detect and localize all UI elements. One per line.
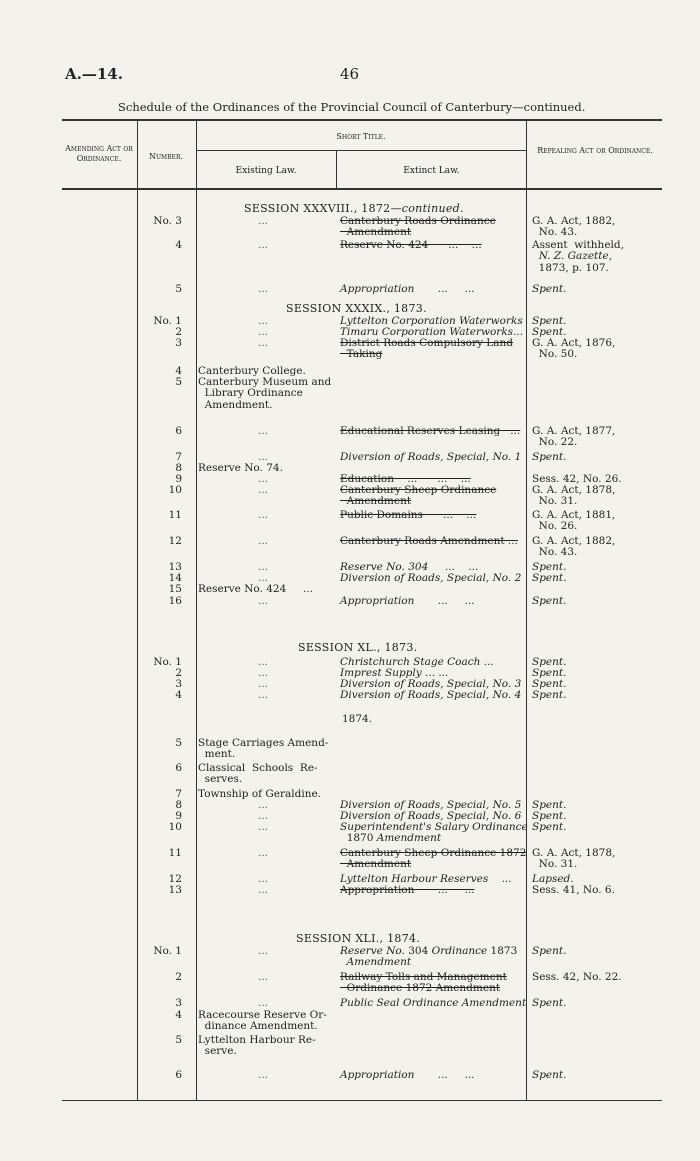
header-bottom-rule <box>62 188 662 190</box>
row-number: No. 3 <box>153 215 182 227</box>
extinct-law: Railway Tolls and Management Ordinance 1872 Amendment <box>340 971 507 995</box>
row-number: 7 <box>175 788 182 800</box>
repealing-act: Spent. <box>532 451 567 463</box>
existing-law: ... <box>258 239 269 251</box>
existing-law: Canterbury Museum and Library Ordinance Amendment. <box>198 376 332 411</box>
repealing-act: Spent. <box>532 561 567 573</box>
existing-law: ... <box>258 656 269 668</box>
document-reference: A.—14. <box>65 65 123 83</box>
extinct-law: Imprest Supply ... ... <box>340 667 449 679</box>
existing-law: ... <box>258 315 269 327</box>
extinct-law: District Roads Compulsory Land Taking <box>340 337 514 361</box>
existing-law: ... <box>258 884 269 896</box>
row-number: 2 <box>175 667 182 679</box>
existing-law: ... <box>258 667 269 679</box>
repealing-act: G. A. Act, 1882, No. 43. <box>532 215 616 239</box>
extinct-law: Diversion of Roads, Special, No. 4 <box>340 689 522 701</box>
existing-law: Stage Carriages Amend- ment. <box>198 737 329 761</box>
row-number: 9 <box>175 473 182 485</box>
col-header-existing: Existing Law. <box>235 166 297 176</box>
existing-law: ... <box>258 572 269 584</box>
row-number: 16 <box>168 595 182 607</box>
repealing-act: Spent. <box>532 945 567 957</box>
repealing-act: Spent. <box>532 572 567 584</box>
row-number: 7 <box>175 451 182 463</box>
existing-law: ... <box>258 997 269 1009</box>
existing-law: ... <box>258 451 269 463</box>
existing-law: Racecourse Reserve Or- dinance Amendment. <box>198 1009 327 1033</box>
extinct-law: Lyttelton Harbour Reserves ... <box>340 873 512 885</box>
table-top-rule <box>62 119 662 121</box>
session-heading: SESSION XL., 1873. <box>298 641 418 654</box>
row-number: 10 <box>168 821 182 833</box>
session-subyear: 1874. <box>342 713 373 725</box>
repealing-act: G. A. Act, 1877, No. 22. <box>532 425 616 449</box>
existing-law: Reserve No. 74. <box>198 462 283 474</box>
row-number: 13 <box>168 884 182 896</box>
row-number: 11 <box>168 847 182 859</box>
repealing-act: Spent. <box>532 326 567 338</box>
row-number: 8 <box>175 799 182 811</box>
row-number: 4 <box>175 365 182 377</box>
existing-law: ... <box>258 945 269 957</box>
extinct-law: Public Seal Ordinance Amendment <box>340 997 527 1009</box>
row-number: 4 <box>175 689 182 701</box>
extinct-law: Appropriation ... ... <box>340 283 475 295</box>
existing-law: ... <box>258 689 269 701</box>
row-number: 2 <box>175 326 182 338</box>
row-number: 4 <box>175 239 182 251</box>
session-heading: SESSION XXXVIII., 1872—continued. <box>244 202 464 215</box>
page-number: 46 <box>340 65 360 83</box>
row-number: No. 1 <box>153 945 182 957</box>
session-heading: SESSION XLI., 1874. <box>296 932 421 945</box>
extinct-law: Reserve No. 304 ... ... <box>340 561 479 573</box>
extinct-law: Reserve No. 424 ... ... <box>340 239 482 251</box>
extinct-law: Canterbury Sheep Ordinance Amendment <box>340 484 497 508</box>
row-number: 11 <box>168 509 182 521</box>
row-number: 5 <box>175 376 182 388</box>
existing-law: ... <box>258 678 269 690</box>
existing-law: ... <box>258 326 269 338</box>
existing-law: Township of Geraldine. <box>198 788 322 800</box>
existing-law: ... <box>258 509 269 521</box>
repealing-act: Spent. <box>532 315 567 327</box>
row-number: 6 <box>175 762 182 774</box>
repealing-act: G. A. Act, 1876, No. 50. <box>532 337 616 361</box>
table-bottom-rule <box>62 1100 662 1101</box>
repealing-act: G. A. Act, 1878, No. 31. <box>532 847 616 871</box>
extinct-law: Canterbury Roads Ordinance Amendment <box>340 215 496 239</box>
existing-law: ... <box>258 473 269 485</box>
extinct-law: Timaru Corporation Waterworks... <box>340 326 524 338</box>
repealing-act: Lapsed. <box>532 873 574 885</box>
existing-law: ... <box>258 810 269 822</box>
existing-law: ... <box>258 425 269 437</box>
repealing-act: Spent. <box>532 1069 567 1081</box>
col-header-extinct: Extinct Law. <box>403 166 460 176</box>
existing-law: ... <box>258 283 269 295</box>
row-number: 3 <box>175 678 182 690</box>
existing-law: ... <box>258 1069 269 1081</box>
row-number: 15 <box>168 583 182 595</box>
row-number: 5 <box>175 283 182 295</box>
existing-law: ... <box>258 873 269 885</box>
row-number: No. 1 <box>153 315 182 327</box>
extinct-law: Canterbury Sheep Ordinance 1872 Amendment <box>340 847 527 871</box>
repealing-act: G. A. Act, 1881, No. 26. <box>532 509 616 533</box>
repealing-act: Assent withheld, N. Z. Gazette, 1873, p. 107. <box>532 239 624 274</box>
repealing-act: G. A. Act, 1878, No. 31. <box>532 484 616 508</box>
existing-law: ... <box>258 847 269 859</box>
repealing-act: Spent. <box>532 678 567 690</box>
row-number: 5 <box>175 737 182 749</box>
repealing-act: Sess. 42, No. 22. <box>532 971 622 983</box>
existing-law: ... <box>258 535 269 547</box>
existing-law: Classical Schools Re- serves. <box>198 762 318 786</box>
repealing-act: Spent. <box>532 689 567 701</box>
extinct-law: Christchurch Stage Coach ... <box>340 656 494 668</box>
repealing-act: Spent. <box>532 667 567 679</box>
extinct-law: Diversion of Roads, Special, No. 2 <box>340 572 522 584</box>
existing-law: Lyttelton Harbour Re- serve. <box>198 1034 316 1058</box>
col-divider-2 <box>196 120 197 1100</box>
extinct-law: Educational Reserves Leasing ... <box>340 425 521 437</box>
row-number: 9 <box>175 810 182 822</box>
existing-law: ... <box>258 595 269 607</box>
row-number: 8 <box>175 462 182 474</box>
session-heading: SESSION XXXIX., 1873. <box>286 302 427 315</box>
col-divider-3 <box>526 120 527 1100</box>
existing-law: ... <box>258 484 269 496</box>
extinct-law: Appropriation ... ... <box>340 595 475 607</box>
row-number: 6 <box>175 1069 182 1081</box>
extinct-law: Diversion of Roads, Special, No. 6 <box>340 810 522 822</box>
row-number: 4 <box>175 1009 182 1021</box>
row-number: 13 <box>168 561 182 573</box>
row-number: 12 <box>168 873 182 885</box>
extinct-law: Diversion of Roads, Special, No. 3 <box>340 678 522 690</box>
col-divider-1 <box>137 120 138 1100</box>
extinct-law: Reserve No. 304 Ordinance 1873 Amendment <box>340 945 518 969</box>
existing-law: ... <box>258 821 269 833</box>
extinct-law: Superintendent's Salary Ordinance 1870 Amendment <box>340 821 528 845</box>
repealing-act: Spent. <box>532 656 567 668</box>
row-number: 6 <box>175 425 182 437</box>
extinct-law: Diversion of Roads, Special, No. 5 <box>340 799 522 811</box>
schedule-title <box>118 100 585 114</box>
row-number: No. 1 <box>153 656 182 668</box>
repealing-act: Spent. <box>532 810 567 822</box>
extinct-law: Diversion of Roads, Special, No. 1 <box>340 451 522 463</box>
repealing-act: Spent. <box>532 821 567 833</box>
existing-law: ... <box>258 971 269 983</box>
col-header-short-title: Short Title. <box>336 132 386 141</box>
schedule-title-text: Schedule of the Ordinances of the Provincial Council of Canterbury—continued. <box>118 100 586 114</box>
row-number: 3 <box>175 997 182 1009</box>
repealing-act: Sess. 41, No. 6. <box>532 884 615 896</box>
extinct-law: Canterbury Roads Amendment ... <box>340 535 518 547</box>
existing-law: Canterbury College. <box>198 365 306 377</box>
existing-law: Reserve No. 424 ... <box>198 583 313 595</box>
extinct-law: Lyttelton Corporation Waterworks <box>340 315 523 327</box>
existing-law: ... <box>258 215 269 227</box>
existing-law: ... <box>258 337 269 349</box>
row-number: 10 <box>168 484 182 496</box>
extinct-law: Appropriation ... ... <box>340 884 475 896</box>
row-number: 3 <box>175 337 182 349</box>
row-number: 12 <box>168 535 182 547</box>
row-number: 14 <box>168 572 182 584</box>
extinct-law: Public Domains ... ... <box>340 509 477 521</box>
repealing-act: G. A. Act, 1882, No. 43. <box>532 535 616 559</box>
repealing-act: Spent. <box>532 283 567 295</box>
extinct-law: Education ... ... ... <box>340 473 471 485</box>
existing-law: ... <box>258 799 269 811</box>
repealing-act: Spent. <box>532 997 567 1009</box>
repealing-act: Sess. 42, No. 26. <box>532 473 622 485</box>
extinct-law: Appropriation ... ... <box>340 1069 475 1081</box>
row-number: 5 <box>175 1034 182 1046</box>
col-header-amending: Amending Act or Ordinance. <box>65 144 133 163</box>
col-header-repealing: Repealing Act or Ordinance. <box>537 146 653 155</box>
repealing-act: Spent. <box>532 799 567 811</box>
short-title-divider <box>196 150 526 151</box>
col-header-number: Number. <box>148 152 184 161</box>
row-number: 2 <box>175 971 182 983</box>
existing-law: ... <box>258 561 269 573</box>
repealing-act: Spent. <box>532 595 567 607</box>
